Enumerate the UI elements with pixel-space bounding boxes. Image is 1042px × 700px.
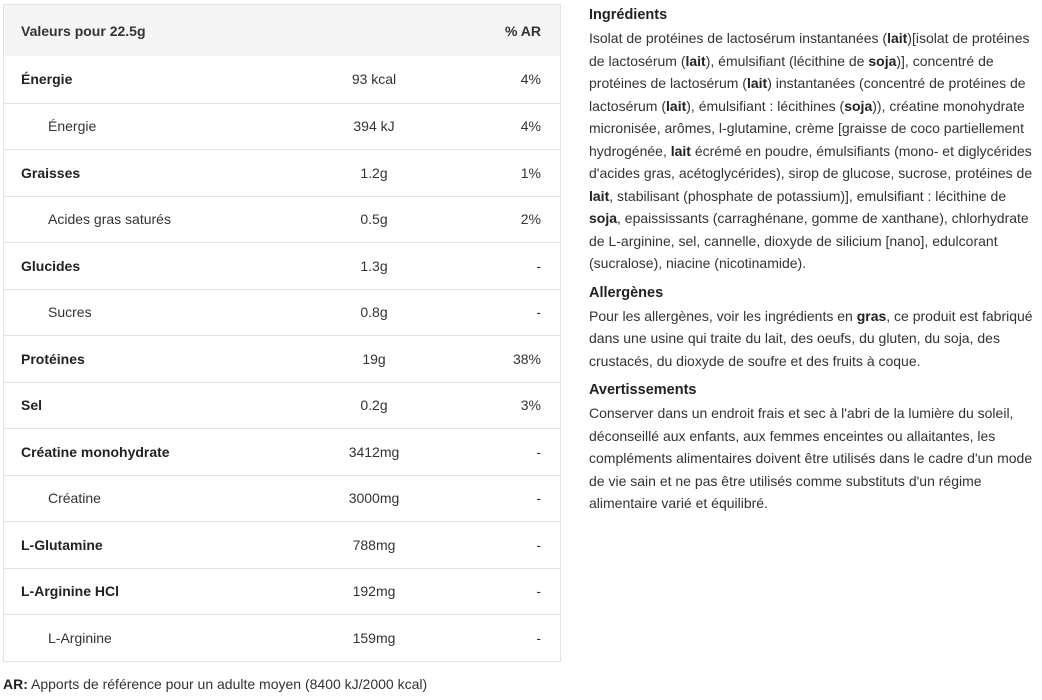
bold-allergen-text: lait xyxy=(589,187,610,204)
nutrient-ar: - xyxy=(536,257,541,274)
bold-allergen-text: soja xyxy=(868,52,897,69)
text-segment: , epaississants (carraghénane, gomme de xanthane), chlorhydrate de L-arginine, sel, cannelle, dioxyde de silicium [nano], edulcorant (sucralose), niacine (nicotinamide). xyxy=(589,210,1029,271)
text-segment: Pour les allergènes, voir les ingrédients en xyxy=(589,307,857,324)
nutrient-ar: 4% xyxy=(520,118,541,135)
bold-allergen-text: lait xyxy=(746,75,768,91)
text-segment: ) instantanées (concentré de protéines de lactosérum ( xyxy=(589,75,1026,114)
nutrient-ar: 4% xyxy=(520,71,541,88)
warnings-title: Avertissements xyxy=(589,382,697,398)
nutrient-name: Graisses xyxy=(21,164,81,181)
nutrition-table xyxy=(3,4,561,662)
text-segment: Conserver dans un endroit frais et sec à l'abri de la lumière du soleil, déconseillé aux enfants, aux femmes enceintes ou allaitantes, les compléments alimentaires doivent être utilisés dans le cadre d'un mode de vie sain et ne pas être utilisés comme substituts d'un régime alimentaire varié et équilibré. xyxy=(589,405,1033,511)
nutrient-ar: - xyxy=(536,583,541,600)
bold-allergen-text: lait xyxy=(666,97,687,114)
table-row xyxy=(4,149,560,196)
text-segment: écrémé en poudre, émulsifiants (mono- et diglycérides d'acides gras, acétoglycérides), sirop de glucose, sucrose, protéines de xyxy=(589,142,1033,181)
nutrient-value: 1.2g xyxy=(360,164,388,181)
nutrient-name: Énergie xyxy=(21,71,73,88)
table-row xyxy=(4,614,560,661)
table-header xyxy=(4,5,560,56)
bold-allergen-text: gras xyxy=(856,307,887,324)
text-segment: )[isolat de protéines de lactosérum ( xyxy=(589,30,1030,69)
nutrient-value: 788mg xyxy=(352,536,396,553)
nutrient-ar: - xyxy=(536,536,541,553)
nutrient-value: 3412mg xyxy=(348,443,400,460)
table-row xyxy=(4,382,560,429)
header-name: Valeurs pour 22.5g xyxy=(21,22,146,39)
table-row xyxy=(4,335,560,382)
text-segment: )), créatine monohydrate micronisée, arômes, l-glutamine, crème [graisse de coco partiellement hydrogénée, xyxy=(589,97,1025,159)
bold-allergen-text: soja xyxy=(589,210,618,226)
table-body xyxy=(4,56,560,661)
nutrient-name: L-Arginine xyxy=(48,629,112,646)
nutrient-value: 3000mg xyxy=(348,490,400,507)
bold-allergen-text: lait xyxy=(685,52,706,69)
nutrient-name: Protéines xyxy=(21,350,85,367)
table-row xyxy=(4,568,560,615)
warnings-section xyxy=(589,380,1034,515)
footnote-text: Apports de référence pour un adulte moyen (8400 kJ/2000 kcal) xyxy=(27,676,428,692)
text-segment: , stabilisant (phosphate de potassium)], emulsifiant : lécithine de xyxy=(609,187,1007,204)
nutrient-value: 19g xyxy=(362,350,386,367)
nutrient-ar: - xyxy=(536,304,541,321)
nutrient-ar: 38% xyxy=(512,350,541,367)
nutrient-ar: - xyxy=(536,490,541,507)
nutrient-ar: 3% xyxy=(520,397,541,414)
nutrient-value: 93 kcal xyxy=(351,71,397,88)
text-segment: ), émulsifiant (lécithine de xyxy=(705,52,869,69)
nutrient-name: L-Arginine HCl xyxy=(21,583,119,600)
bold-allergen-text: soja xyxy=(844,97,873,114)
text-segment: )], concentré de protéines de lactosérum ( xyxy=(589,52,994,91)
text-segment: ), émulsifiant : lécithines ( xyxy=(686,97,845,114)
nutrient-ar: 2% xyxy=(520,211,541,228)
nutrient-name: Créatine xyxy=(48,490,101,507)
table-row xyxy=(4,103,560,150)
table-row xyxy=(4,289,560,336)
allergens-text xyxy=(589,305,1034,373)
table-row xyxy=(4,521,560,568)
table-row xyxy=(4,475,560,522)
footnote-label: AR: xyxy=(3,676,28,692)
product-info xyxy=(589,5,1034,523)
nutrient-name: Acides gras saturés xyxy=(48,211,171,228)
nutrient-name: Sucres xyxy=(48,304,92,321)
nutrient-value: 1.3g xyxy=(360,257,388,274)
nutrient-value: 394 kJ xyxy=(353,118,395,135)
nutrient-name: Énergie xyxy=(48,118,97,135)
nutrient-value: 0.2g xyxy=(360,397,388,414)
nutrient-value: 159mg xyxy=(352,629,396,646)
nutrient-ar: - xyxy=(536,629,541,646)
nutrient-name: Glucides xyxy=(21,257,81,274)
nutrient-value: 192mg xyxy=(352,583,396,600)
text-segment: Isolat de protéines de lactosérum instantanées ( xyxy=(589,30,888,46)
ingredients-text xyxy=(589,27,1034,275)
nutrient-value: 0.8g xyxy=(360,304,388,321)
allergens-section xyxy=(589,283,1034,373)
ingredients-section xyxy=(589,5,1034,275)
nutrient-name: Sel xyxy=(21,397,43,414)
nutrient-ar: 1% xyxy=(520,164,541,181)
bold-allergen-text: lait xyxy=(887,30,908,46)
ingredients-title: Ingrédients xyxy=(589,7,668,23)
nutrient-value: 0.5g xyxy=(360,211,388,228)
bold-allergen-text: lait xyxy=(670,142,691,159)
allergens-title: Allergènes xyxy=(589,284,664,301)
table-row xyxy=(4,56,560,103)
table-row xyxy=(4,242,560,289)
nutrient-name: L-Glutamine xyxy=(21,536,103,553)
nutrient-ar: - xyxy=(536,443,541,460)
text-segment: , ce produit est fabriqué dans une usine qui traite du lait, des oeufs, du gluten, du soja, des crustacés, du dioxyde de soufre et des fruits à coque. xyxy=(589,307,1033,369)
nutrient-name: Créatine monohydrate xyxy=(21,443,170,460)
table-row xyxy=(4,428,560,475)
warnings-text xyxy=(589,402,1034,515)
table-row xyxy=(4,196,560,243)
footnote xyxy=(3,676,427,692)
header-ar: % AR xyxy=(504,22,541,39)
